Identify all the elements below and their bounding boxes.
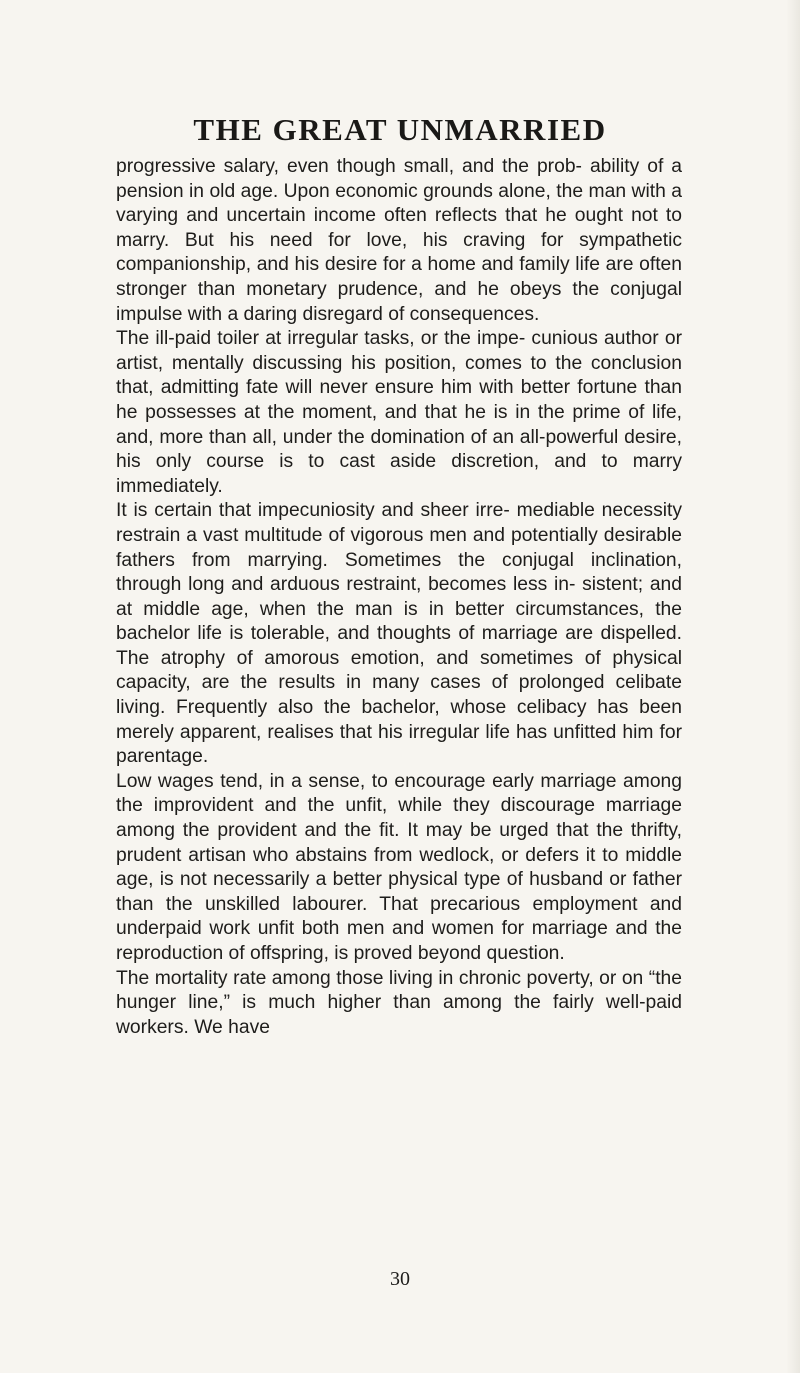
paragraph-1: progressive salary, even though small, and the prob- ability of a pension in old age. Upon economic grounds alone, the man with a varying and uncertain income often reflects that he ought not to marry. But his need for love, his craving for sympathetic companionship, and his desire for a home and family life are often stronger than monetary prudence, and he obeys the conjugal impulse with a daring disregard of consequences. — [116, 156, 682, 325]
body-text — [116, 155, 682, 1040]
running-head: THE GREAT UNMARRIED — [193, 112, 607, 147]
page-edge-shadow — [786, 0, 800, 1373]
paragraph-3: It is certain that impecuniosity and sheer irre- mediable necessity restrain a vast multitude of vigorous men and potentially desirable fathers from marrying. Sometimes the conjugal inclination, through long and arduous restraint, becomes less in- sistent; and at middle age, when the man is in better circumstances, the bachelor life is tolerable, and thoughts of marriage are dispelled. The atrophy of amorous emotion, and sometimes of physical capacity, are the results in many cases of prolonged celibate living. Frequently also the bachelor, whose celibacy has been merely apparent, realises that his irregular life has unfitted him for parentage. — [116, 500, 682, 768]
paragraph-5: The mortality rate among those living in chronic poverty, or on “the hunger line,” is much higher than among the fairly well-paid workers. We have — [116, 967, 682, 1038]
paragraph-4: Low wages tend, in a sense, to encourage early marriage among the improvident and the unfit, while they discourage marriage among the provident and the fit. It may be urged that the thrifty, prudent artisan who abstains from wedlock, or defers it to middle age, is not necessarily a better physical type of husband or father than the unskilled labourer. That precarious employment and underpaid work unfit both men and women for marriage and the reproduction of offspring, is proved beyond question. — [116, 770, 682, 964]
paragraph-2: The ill-paid toiler at irregular tasks, or the impe- cunious author or artist, mentally discussing his position, comes to the conclusion that, admitting fate will never ensure him with better fortune than he possesses at the moment, and that he is in the prime of life, and, more than all, under the domination of an all-powerful desire, his only course is to cast aside discretion, and to marry immediately. — [116, 328, 682, 497]
page-number: 30 — [390, 1268, 410, 1290]
